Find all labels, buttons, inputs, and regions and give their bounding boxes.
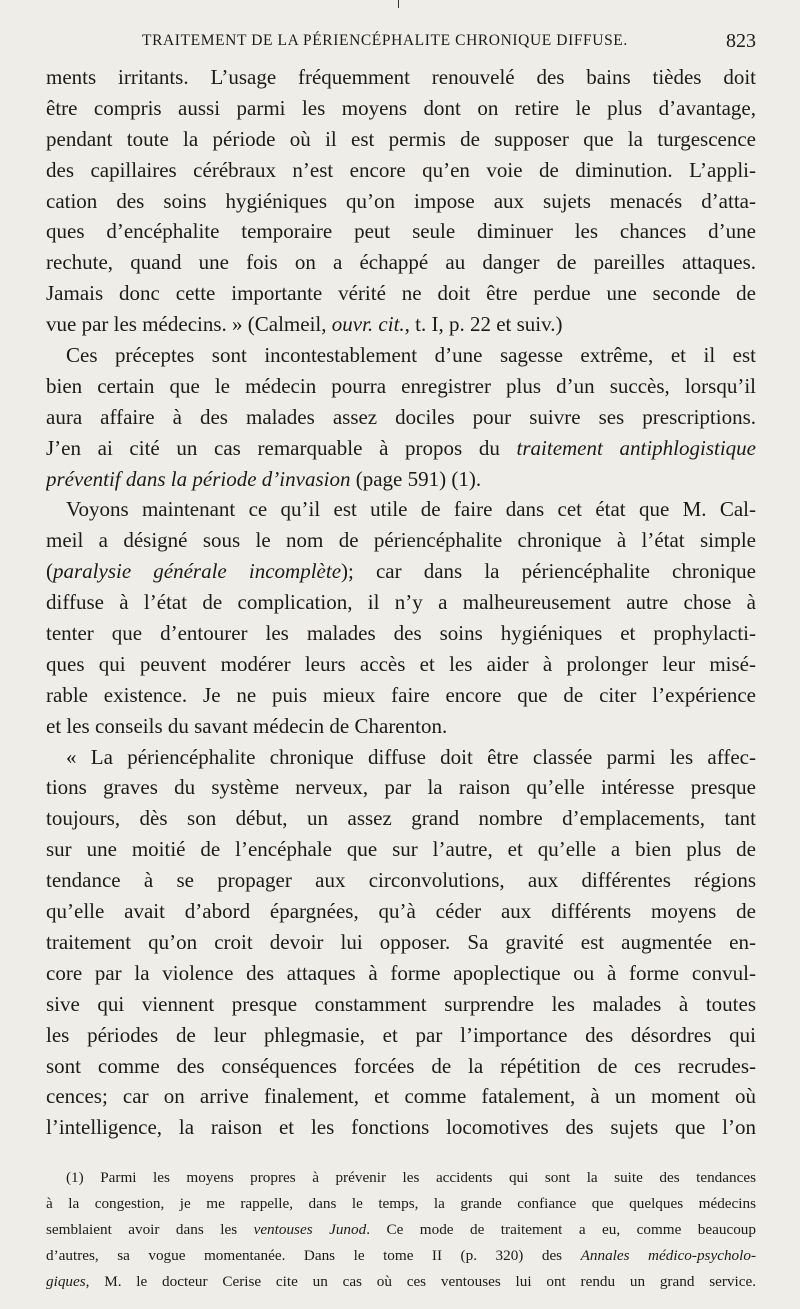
text-line: aura affaire à des malades assez dociles pour suivre ses prescriptions. (46, 404, 756, 429)
page-edge-mark (398, 0, 399, 8)
text-line: préventif dans la période d’invasion (page 591) (1). (46, 466, 482, 491)
text-line: rable existence. Je ne puis mieux faire encore que de citer l’expérience (46, 682, 756, 707)
text-line: diffuse à l’état de complication, il n’y a malheureusement autre chose à (46, 590, 756, 615)
text-line: pendant toute la période où il est permis de supposer que la turgescence (46, 126, 756, 151)
text-line: ques d’encéphalite temporaire peut seule diminuer les chances d’une (46, 219, 756, 244)
footnote-line: à la congestion, je me rappelle, dans le temps, la grande confiance que quelques médecins (46, 1195, 756, 1213)
text-line: core par la violence des attaques à forme apoplectique ou à forme convul- (46, 960, 756, 985)
running-title: TRAITEMENT DE LA PÉRIENCÉPHALITE CHRONIQUE DIFFUSE. (142, 32, 628, 49)
text-line: l’intelligence, la raison et les fonctions locomotives des sujets que l’on (46, 1115, 756, 1140)
text-line: cences; car on arrive finalement, et comme fatalement, à un moment où (46, 1084, 756, 1109)
footnote (46, 1165, 756, 1294)
text-line: ments irritants. L’usage fréquemment renouvelé des bains tièdes doit (46, 65, 756, 89)
text-line: (paralysie générale incomplète); car dans la périencéphalite chronique (46, 559, 756, 584)
text-line: Ces préceptes sont incontestablement d’une sagesse extrême, et il est (66, 343, 756, 368)
text-line: et les conseils du savant médecin de Charenton. (46, 713, 448, 738)
body-text (46, 62, 756, 1295)
footnote-line: giques, M. le docteur Cerise cite un cas où ces ventouses lui ont rendu un grand service. (46, 1272, 756, 1290)
text-line: toujours, dès son début, un assez grand nombre d’emplacements, tant (46, 806, 756, 831)
text-line: les périodes de leur phlegmasie, et par l’importance des désordres qui (46, 1022, 756, 1047)
text-line: tions graves du système nerveux, par la raison qu’elle intéresse presque (46, 775, 756, 800)
text-line: ques qui peuvent modérer leurs accès et les aider à prolonger leur misé- (46, 651, 756, 676)
text-line: bien certain que le médecin pourra enregistrer plus d’un succès, lorsqu’il (46, 373, 756, 398)
text-line: Jamais donc cette importante vérité ne doit être perdue une seconde de (46, 281, 756, 306)
text-line: sive qui viennent presque constamment surprendre les malades à toutes (46, 991, 756, 1016)
footnote-line: d’autres, sa vogue momentanée. Dans le tome II (p. 320) des Annales médico-psycholo- (46, 1246, 756, 1264)
text-line: être compris aussi parmi les moyens dont on retire le plus d’avantage, (46, 95, 756, 120)
text-line: traitement qu’on croit devoir lui opposer. Sa gravité est augmentée en- (46, 929, 756, 954)
text-line: meil a désigné sous le nom de périencéphalite chronique à l’état simple (46, 528, 756, 553)
text-line: vue par les médecins. » (Calmeil, ouvr. cit., t. I, p. 22 et suiv.) (46, 312, 563, 337)
text-line: cation des soins hygiéniques qu’on impose aux sujets menacés d’atta- (46, 188, 756, 213)
text-line: tendance à se propager aux circonvolutions, aux différentes régions (46, 868, 756, 893)
footnote-line: (1) Parmi les moyens propres à prévenir les accidents qui sont la suite des tendances (66, 1169, 756, 1187)
text-line: Voyons maintenant ce qu’il est utile de faire dans cet état que M. Cal- (66, 497, 756, 522)
text-line: tenter que d’entourer les malades des soins hygiéniques et prophylacti- (46, 621, 756, 646)
text-line: rechute, quand une fois on a échappé au danger de pareilles attaques. (46, 250, 756, 275)
text-line: des capillaires cérébraux n’est encore qu’en voie de diminution. L’appli- (46, 157, 756, 182)
text-line: sur une moitié de l’encéphale que sur l’autre, et qu’elle a bien plus de (46, 837, 756, 862)
text-line: « La périencéphalite chronique diffuse doit être classée parmi les affec- (66, 744, 756, 769)
text-line: J’en ai cité un cas remarquable à propos du traitement antiphlogistique (46, 435, 756, 460)
text-line: qu’elle avait d’abord épargnées, qu’à céder aux différents moyens de (46, 899, 756, 924)
page-number: 823 (726, 30, 756, 52)
text-line: sont comme des conséquences forcées de la répétition de ces recrudes- (46, 1053, 756, 1078)
running-head (46, 32, 756, 54)
footnote-line: semblaient avoir dans les ventouses Junod. Ce mode de traitement a eu, comme beaucoup (46, 1220, 756, 1238)
